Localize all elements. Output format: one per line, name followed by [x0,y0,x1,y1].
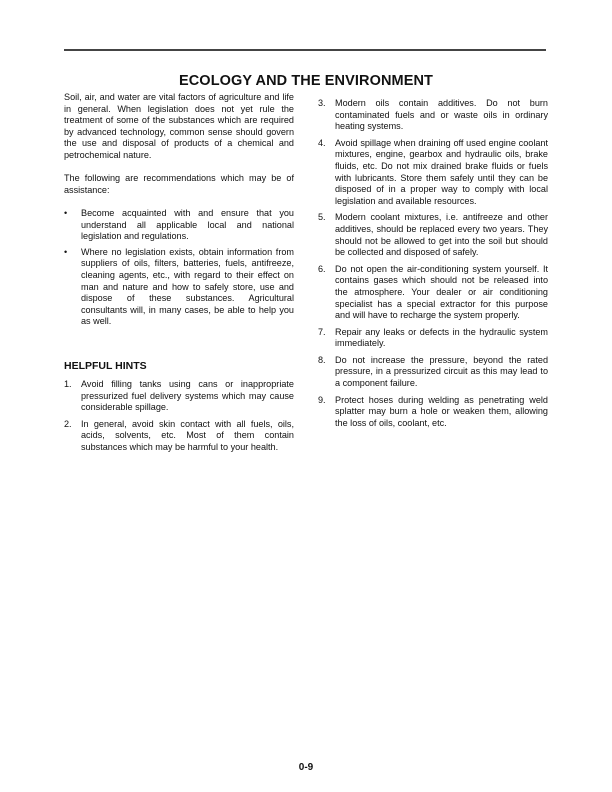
page-number: 0-9 [298,762,314,773]
item-text: Modern coolant mixtures, i.e. antifreeze and other additives, should be replaced every two years. They should not be allowed to get into the soil but should be collected and disposed of safely. [335,212,548,258]
list-item [318,138,548,208]
bullet-marker: • [64,246,68,257]
list-item [318,98,548,133]
list-item [64,247,294,328]
item-number: 1. [64,379,72,389]
item-number: 4. [318,137,326,148]
list-item [318,212,548,258]
list-item [64,208,294,243]
list-item [318,355,548,390]
item-number: 8. [318,354,326,365]
page-title: ECOLOGY AND THE ENVIRONMENT [178,73,434,89]
list-item [318,264,548,322]
bullet-text: Where no legislation exists, obtain information from suppliers of oils, filters, batteries, fuels, antifreeze, cleaning agents, etc., with regard to their effect on man and nature and how to safely store, use and dispose of these substances. Agricultural consultants will, in many cases, be able to help you as well. [81,246,294,327]
item-text: Do not open the air-conditioning system yourself. It contains gases which should not be released into the atmosphere. Your dealer or air conditioning specialist has a special extractor for this purpose and will have to recharge the system properly. [335,263,548,321]
list-item [64,379,294,414]
item-text: Do not increase the pressure, beyond the rated pressure, in a pressurized circuit as this may lead to a component failure. [335,354,548,389]
list-item [318,395,548,430]
item-text: Avoid spillage when draining off used engine coolant mixtures, engine, gearbox and hydraulic oils, brake fluids, etc. Do not mix drained brake fluids or fuels with lubricants. Store them safely until they can be disposed of in a proper way to comply with local legislation and available resources. [335,137,548,206]
bullet-list [64,208,294,328]
item-text: In general, avoid skin contact with all fuels, oils, acids, solvents, etc. Most of them contain substances which may be harmful to your health. [81,418,294,452]
item-number: 5. [318,212,326,223]
intro-paragraph: Soil, air, and water are vital factors of agriculture and life in general. When legislation does not yet rule the treatment of some of the substances which are required by advanced technology, common sense should govern the use and disposal of products of a chemical and petrochemical nature. [64,92,294,160]
item-text: Repair any leaks or defects in the hydraulic system immediately. [335,326,548,349]
section-heading: HELPFUL HINTS [64,360,147,372]
hints-list-right [318,98,548,429]
item-text: Modern oils contain additives. Do not burn contaminated fuels and or waste oils in ordinary heating systems. [335,98,548,132]
bullet-text: Become acquainted with and ensure that you understand all applicable local and national legislation and regulations. [81,208,294,242]
recommendations-lead: The following are recommendations which may be of assistance: [64,173,294,195]
hints-list-left [64,379,294,454]
item-number: 3. [318,98,326,108]
item-number: 9. [318,394,326,405]
list-item [318,327,548,350]
item-number: 6. [318,263,326,274]
item-number: 7. [318,326,326,337]
header-rule [64,49,546,51]
bullet-marker: • [64,208,68,218]
item-number: 2. [64,418,72,429]
list-item [64,419,294,454]
item-text: Avoid filling tanks using cans or inappropriate pressurized fuel delivery systems which may cause considerable spillage. [81,379,294,413]
item-text: Protect hoses during welding as penetrating weld splatter may burn a hole or weaken them, allowing the loss of oils, coolant, etc. [335,394,548,428]
